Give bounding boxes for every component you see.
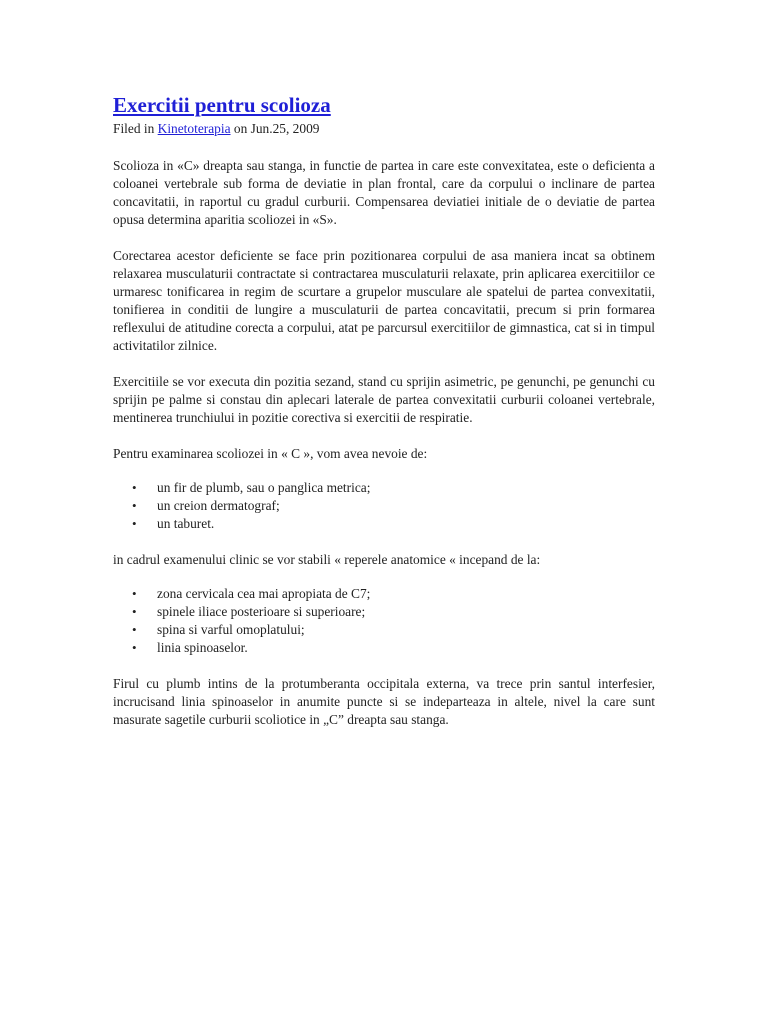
meta-prefix: Filed in <box>113 121 155 136</box>
list-item-text: linia spinoaselor. <box>157 640 248 655</box>
list-item-text: zona cervicala cea mai apropiata de C7; <box>157 586 371 601</box>
list-item <box>132 639 655 657</box>
paragraph-1: Scolioza in «C» dreapta sau stanga, in functie de partea in care este convexitatea, este o deficienta a coloanei vertebrale sub forma de deviatie in plan frontal, care da corpului o inclinare de partea concavitatii, in raportul cu gradul curburii. Compensarea deviatiei initiale de o deviatie de partea opusa determina aparitia scoliozei in «S». <box>113 158 655 227</box>
paragraph-5: in cadrul examenului clinic se vor stabili « reperele anatomice « incepand de la: <box>113 552 541 567</box>
post-meta <box>113 120 655 137</box>
list-item-text: un fir de plumb, sau o panglica metrica; <box>157 480 371 495</box>
category-link[interactable]: Kinetoterapia <box>157 121 231 136</box>
paragraph-3: Exercitiile se vor executa din pozitia sezand, stand cu sprijin asimetric, pe genunchi, pe genunchi cu sprijin pe palme si constau din aplecari laterale de partea convexitatii curburii coloanei vertebrale, mentinerea trunchiului in pozitie corectiva si exercitii de respiratie. <box>113 374 655 425</box>
bullet-icon: • <box>132 622 137 637</box>
bullet-icon: • <box>132 498 137 513</box>
list-item <box>132 621 655 639</box>
list-item <box>132 479 655 497</box>
paragraph-6: Firul cu plumb intins de la protumberanta occipitala externa, va trece prin santul interfesier, incrucisand linia spinoaselor in anumite puncte si se indeparteaza in altele, nivel la care sunt masurate sagetile curburii scoliotice in „C” dreapta sau stanga. <box>113 676 655 727</box>
list-item <box>132 603 655 621</box>
bullet-icon: • <box>132 640 137 655</box>
list-item-text: spinele iliace posterioare si superioare; <box>157 604 366 619</box>
list-item <box>132 497 655 515</box>
anatomic-landmarks-list <box>113 585 655 657</box>
list-item-text: un taburet. <box>157 516 215 531</box>
list-item-text: un creion dermatograf; <box>157 498 280 513</box>
meta-on-word: on <box>233 121 248 136</box>
equipment-list <box>113 479 655 533</box>
blog-post <box>113 92 655 729</box>
list-item <box>132 585 655 603</box>
list-item-text: spina si varful omoplatului; <box>157 622 305 637</box>
bullet-icon: • <box>132 586 137 601</box>
paragraph-2: Corectarea acestor deficiente se face prin pozitionarea corpului de asa maniera incat sa obtinem relaxarea musculaturii contractate si contractarea musculaturii relaxate, prin aplicarea exercitiilor ce urmaresc tonificarea in regim de scurtare a grupelor musculare ale spatelui de partea convexitatii, tonifierea in conditii de lungire a musculaturii de partea concavitatii, precum si prin formarea reflexului de atitudine corecta a corpului, atat pe parcursul exercitiilor de gimnastica, cat si in timpul activitatilor zilnice. <box>113 248 655 353</box>
post-date: Jun.25, 2009 <box>250 121 320 136</box>
bullet-icon: • <box>132 604 137 619</box>
bullet-icon: • <box>132 516 137 531</box>
post-title-link[interactable]: Exercitii pentru scolioza <box>113 93 331 117</box>
list-item <box>132 515 655 533</box>
paragraph-4: Pentru examinarea scoliozei in « C », vom avea nevoie de: <box>113 446 428 461</box>
bullet-icon: • <box>132 480 137 495</box>
